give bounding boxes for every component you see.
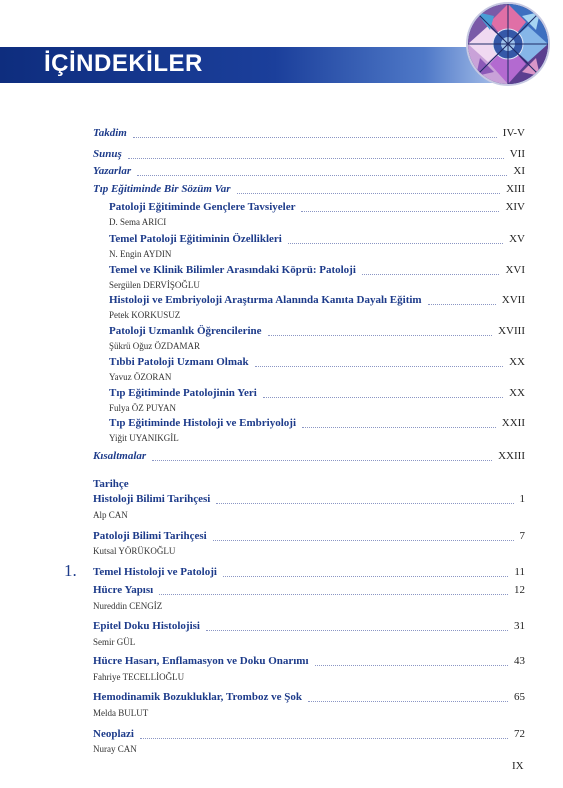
- toc-entry[interactable]: [109, 325, 525, 338]
- dot-leader: [216, 502, 513, 504]
- toc-entry-page: VII: [509, 148, 525, 160]
- toc-entry-title: Tıbbi Patoloji Uzmanı Olmak: [109, 356, 249, 368]
- toc-entry[interactable]: [93, 493, 525, 506]
- toc-entry[interactable]: [109, 294, 525, 307]
- toc-entry[interactable]: [93, 620, 525, 633]
- toc-entry-title: Tıp Eğitiminde Bir Sözüm Var: [93, 183, 231, 195]
- toc-entry-title: Patoloji Uzmanlık Öğrencilerine: [109, 325, 262, 337]
- toc-entry[interactable]: [93, 530, 525, 543]
- toc-entry-page: 72: [514, 728, 525, 740]
- section-heading: Tarihçe: [93, 478, 129, 490]
- toc-entry[interactable]: [93, 148, 525, 161]
- toc-entry-author: Nuray CAN: [93, 744, 137, 754]
- toc-entry-title: Sunuş: [93, 148, 122, 160]
- dot-leader: [223, 575, 508, 577]
- toc-entry[interactable]: [93, 655, 525, 668]
- dot-leader: [428, 303, 496, 305]
- dot-leader: [133, 136, 497, 138]
- toc-entry-page: XXII: [501, 417, 525, 429]
- toc-entry-title: Histoloji Bilimi Tarihçesi: [93, 493, 211, 505]
- chapter-title: Temel Histoloji ve Patoloji: [93, 566, 217, 578]
- toc-entry-page: 43: [514, 655, 525, 667]
- toc-entry-author: Nureddin CENGİZ: [93, 601, 163, 611]
- dot-leader: [140, 737, 508, 739]
- page-number: IX: [512, 760, 524, 772]
- toc-entry[interactable]: [93, 691, 525, 704]
- toc-entry[interactable]: [93, 183, 525, 196]
- toc-entry-title: Epitel Doku Histolojisi: [93, 620, 200, 632]
- toc-entry[interactable]: [109, 356, 525, 369]
- dot-leader: [255, 365, 503, 367]
- toc-entry-title: Neoplazi: [93, 728, 134, 740]
- dot-leader: [213, 539, 514, 541]
- toc-entry-title: Kısaltmalar: [93, 450, 147, 462]
- toc-entry-page: XVIII: [498, 325, 525, 337]
- toc-entry-page: 1: [519, 493, 525, 505]
- dot-leader: [268, 334, 493, 336]
- page-title: İÇİNDEKİLER: [44, 50, 203, 77]
- dot-leader: [237, 192, 501, 194]
- toc-entry-title: Temel Patoloji Eğitiminin Özellikleri: [109, 233, 282, 245]
- toc-entry[interactable]: [109, 417, 525, 430]
- dot-leader: [302, 426, 496, 428]
- toc-entry-author: Sergülen DERVİŞOĞLU: [109, 280, 200, 290]
- toc-entry-page: 31: [514, 620, 525, 632]
- toc-entry-title: Patoloji Eğitiminde Gençlere Tavsiyeler: [109, 201, 296, 213]
- toc-entry-author: D. Sema ARICI: [109, 217, 167, 227]
- toc-entry[interactable]: [93, 165, 525, 178]
- toc-entry-author: Yavuz ÖZORAN: [109, 372, 172, 382]
- toc-entry-page: IV-V: [502, 127, 525, 139]
- toc-entry-page: 7: [519, 530, 525, 542]
- toc-entry-page: XVII: [501, 294, 525, 306]
- dot-leader: [159, 593, 508, 595]
- toc-entry-author: Fulya ÖZ PUYAN: [109, 403, 177, 413]
- toc-entry-author: Alp CAN: [93, 510, 128, 520]
- toc-entry-page: XXIII: [498, 450, 525, 462]
- dot-leader: [308, 700, 508, 702]
- toc-entry[interactable]: [93, 584, 525, 597]
- toc-entry-title: Tıp Eğitiminde Histoloji ve Embriyoloji: [109, 417, 297, 429]
- dot-leader: [128, 157, 504, 159]
- toc-entry-author: Kutsal YÖRÜKOĞLU: [93, 546, 176, 556]
- toc-entry-title: Hücre Hasarı, Enflamasyon ve Doku Onarımı: [93, 655, 309, 667]
- dot-leader: [315, 664, 508, 666]
- toc-entry-author: Petek KORKUSUZ: [109, 310, 181, 320]
- toc-entry[interactable]: [109, 201, 525, 214]
- toc-entry[interactable]: [109, 233, 525, 246]
- toc-entry-page: XX: [509, 356, 525, 368]
- toc-entry[interactable]: [93, 728, 525, 741]
- dot-leader: [263, 396, 503, 398]
- dot-leader: [137, 174, 507, 176]
- toc-entry-title: Patoloji Bilimi Tarihçesi: [93, 530, 207, 542]
- toc-entry-title: Temel ve Klinik Bilimler Arasındaki Köprü: Patoloji: [109, 264, 356, 276]
- toc-entry-title: Yazarlar: [93, 165, 132, 177]
- toc-entry-page: XIV: [505, 201, 525, 213]
- dot-leader: [301, 210, 499, 212]
- toc-entry-page: XV: [509, 233, 525, 245]
- toc-entry-page: XX: [509, 387, 525, 399]
- toc-entry[interactable]: [93, 450, 525, 463]
- toc-entry-title: Tıp Eğitiminde Patolojinin Yeri: [109, 387, 257, 399]
- toc-entry-author: N. Engin AYDIN: [109, 249, 172, 259]
- toc-entry-author: Şükrü Oğuz ÖZDAMAR: [109, 341, 200, 351]
- toc-entry[interactable]: [93, 566, 525, 579]
- toc-entry-title: Hücre Yapısı: [93, 584, 154, 596]
- toc-entry-author: Semir GÜL: [93, 637, 136, 647]
- toc-entry-title: Takdim: [93, 127, 127, 139]
- toc-entry[interactable]: [109, 264, 525, 277]
- toc-entry-author: Melda BULUT: [93, 708, 149, 718]
- toc-entry-page: 12: [514, 584, 525, 596]
- dot-leader: [362, 273, 500, 275]
- toc-entry[interactable]: [109, 387, 525, 400]
- toc-entry-page: XIII: [506, 183, 525, 195]
- dot-leader: [206, 629, 508, 631]
- dot-leader: [152, 459, 492, 461]
- toc-entry-page: XI: [513, 165, 525, 177]
- toc-entry-title: Hemodinamik Bozukluklar, Tromboz ve Şok: [93, 691, 302, 703]
- toc-entry-page: 65: [514, 691, 525, 703]
- toc-entry-page: XVI: [505, 264, 525, 276]
- toc-entry-author: Yiğit UYANIKGİL: [109, 433, 179, 443]
- toc-entry-page: 11: [514, 566, 525, 578]
- chapter-number: 1.: [64, 561, 77, 580]
- toc-entry-author: Fahriye TECELLİOĞLU: [93, 672, 185, 682]
- toc-entry-title: Histoloji ve Embriyoloji Araştırma Alanında Kanıta Dayalı Eğitim: [109, 294, 422, 306]
- dot-leader: [288, 242, 503, 244]
- toc-entry[interactable]: [93, 127, 525, 140]
